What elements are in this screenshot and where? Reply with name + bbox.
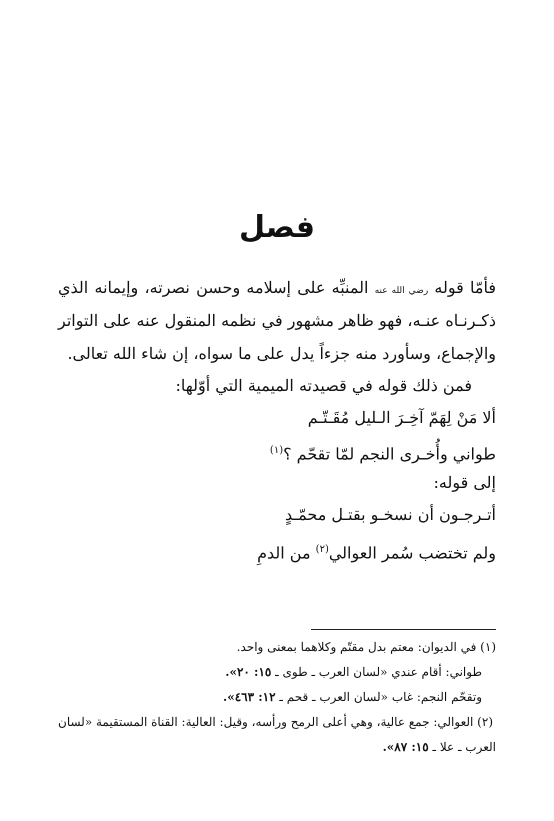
footnote-1-line-2-ref: ١٥: ٢٠». (225, 665, 272, 679)
footnote-ref-2: (٢) (315, 544, 329, 555)
footnote-ref-1: (١) (269, 445, 284, 456)
paragraph-line-1 (58, 276, 496, 303)
footnote-2-line-2-ref: ١٥: ٨٧». (382, 740, 429, 754)
footnote-1-line-1: (١) في الديوان: معتم بدل مقتّم وكلاهما بمعنى واحد. (236, 640, 496, 654)
verse-1-second-hemistich-text: طواني وأُخـرى النجم لمّا تقحّم ؟ (283, 444, 496, 464)
verse-2-second-hemistich-start: ولم تختضب سُمر العوالي (328, 543, 496, 563)
footnote-separator (311, 629, 496, 630)
verse-2-first-hemistich: أتـرجـون أن نسخـو بقتـل محمّـدٍ (285, 505, 496, 524)
paragraph-line-2: ذكـرنـاه عنـه، فهو ظاهر مشهور في نظمه المنقول عنه على التواتر (58, 311, 496, 330)
paragraph-line-3: والإجماع، وسأورد منه جزءاً يدل على ما سواه، إن شاء الله تعالى. (67, 344, 496, 363)
footnote-1-line-2 (225, 662, 482, 682)
to-his-saying: إلى قوله: (433, 473, 496, 492)
footnote-2-line-1: (٢) العوالي: جمع عالية، وهي أعلى الرمح ورأسه، وقيل: العالية: القناة المستقيمة «لسان (58, 715, 494, 729)
footnote-1-line-3-ref: ١٢: ٤٦٣». (223, 690, 276, 704)
footnote-1-line-2-text: طواني: أقام عندي «لسان العرب ـ طوى ـ (271, 665, 482, 679)
verse-1-first-hemistich: ألا مَنْ لِهَمّ آخِـرَ الـليل مُقَـتّـم (307, 408, 496, 427)
footnote-2-line-2-text: العرب ـ علا ـ (428, 740, 496, 754)
section-heading: فصل (239, 210, 315, 245)
footnote-2-line-2 (383, 737, 496, 757)
verse-2-second-hemistich-end: من الدمِ (257, 543, 311, 563)
honorific-mark: رضي الله عنه (374, 286, 429, 296)
verse-1-second-hemistich (270, 438, 496, 467)
intro-line: فمن ذلك قوله في قصيدته الميمية التي أوّلها: (175, 376, 472, 395)
paragraph-line-1-end: المنبِّه على إسلامه وحسن نصرته، وإيمانه الذي (58, 278, 369, 297)
footnote-1-line-3-text: وتقحّم النجم: غاب «لسان العرب ـ قحم ـ (275, 690, 482, 704)
footnote-1-line-3 (223, 687, 482, 707)
paragraph-line-1-start: فأمّا قوله (434, 278, 496, 297)
verse-2-second-hemistich (257, 537, 496, 566)
